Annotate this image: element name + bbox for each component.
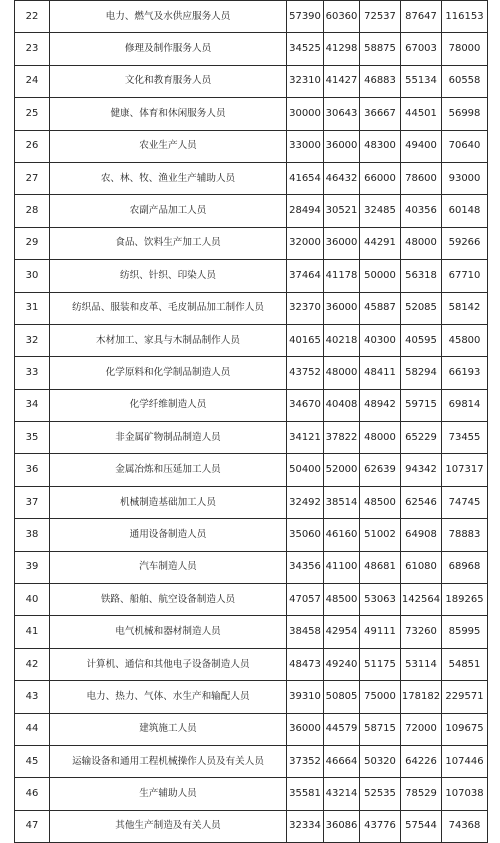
- value-cell-2: 40408: [324, 389, 360, 421]
- value-cell-5: 60148: [442, 195, 488, 227]
- table-row: [15, 551, 488, 583]
- value-cell-1: 57390: [287, 1, 324, 33]
- row-index-cell: 45: [15, 745, 50, 777]
- row-index-cell: 42: [15, 648, 50, 680]
- table-body: [15, 1, 488, 843]
- value-cell-1: 50400: [287, 454, 324, 486]
- value-cell-4: 55134: [401, 65, 442, 97]
- value-cell-1: 33000: [287, 130, 324, 162]
- value-cell-5: 107317: [442, 454, 488, 486]
- value-cell-5: 69814: [442, 389, 488, 421]
- value-cell-4: 62546: [401, 486, 442, 518]
- row-index-cell: 41: [15, 616, 50, 648]
- occupation-name-cell: 文化和教育服务人员: [50, 65, 287, 97]
- row-index-cell: 33: [15, 357, 50, 389]
- table-row: [15, 519, 488, 551]
- row-index-cell: 26: [15, 130, 50, 162]
- value-cell-1: 47057: [287, 584, 324, 616]
- table-row: [15, 195, 488, 227]
- value-cell-4: 94342: [401, 454, 442, 486]
- value-cell-3: 75000: [360, 681, 401, 713]
- table-row: [15, 745, 488, 777]
- value-cell-2: 43214: [324, 778, 360, 810]
- value-cell-5: 70640: [442, 130, 488, 162]
- row-index-cell: 36: [15, 454, 50, 486]
- value-cell-2: 41100: [324, 551, 360, 583]
- value-cell-2: 36000: [324, 292, 360, 324]
- value-cell-3: 49111: [360, 616, 401, 648]
- value-cell-2: 41178: [324, 260, 360, 292]
- row-index-cell: 44: [15, 713, 50, 745]
- value-cell-3: 51002: [360, 519, 401, 551]
- value-cell-1: 28494: [287, 195, 324, 227]
- value-cell-5: 107038: [442, 778, 488, 810]
- table-row: [15, 260, 488, 292]
- value-cell-4: 78529: [401, 778, 442, 810]
- value-cell-4: 49400: [401, 130, 442, 162]
- value-cell-4: 142564: [401, 584, 442, 616]
- value-cell-4: 65229: [401, 422, 442, 454]
- row-index-cell: 47: [15, 810, 50, 842]
- value-cell-3: 48942: [360, 389, 401, 421]
- value-cell-3: 72537: [360, 1, 401, 33]
- row-index-cell: 46: [15, 778, 50, 810]
- occupation-name-cell: 健康、体育和休闲服务人员: [50, 98, 287, 130]
- value-cell-1: 38458: [287, 616, 324, 648]
- table-row: [15, 1, 488, 33]
- value-cell-3: 32485: [360, 195, 401, 227]
- table-row: [15, 389, 488, 421]
- value-cell-2: 41427: [324, 65, 360, 97]
- table-row: [15, 357, 488, 389]
- value-cell-3: 51175: [360, 648, 401, 680]
- value-cell-2: 46664: [324, 745, 360, 777]
- occupation-name-cell: 农业生产人员: [50, 130, 287, 162]
- value-cell-2: 36000: [324, 130, 360, 162]
- occupation-name-cell: 非金属矿物制品制造人员: [50, 422, 287, 454]
- row-index-cell: 39: [15, 551, 50, 583]
- row-index-cell: 30: [15, 260, 50, 292]
- value-cell-4: 40595: [401, 324, 442, 356]
- value-cell-2: 50805: [324, 681, 360, 713]
- value-cell-5: 54851: [442, 648, 488, 680]
- value-cell-3: 66000: [360, 162, 401, 194]
- value-cell-4: 58294: [401, 357, 442, 389]
- row-index-cell: 38: [15, 519, 50, 551]
- occupation-name-cell: 机械制造基础加工人员: [50, 486, 287, 518]
- value-cell-4: 40356: [401, 195, 442, 227]
- value-cell-1: 32370: [287, 292, 324, 324]
- value-cell-3: 58875: [360, 33, 401, 65]
- table-row: [15, 162, 488, 194]
- value-cell-1: 40165: [287, 324, 324, 356]
- value-cell-3: 48500: [360, 486, 401, 518]
- value-cell-2: 49240: [324, 648, 360, 680]
- value-cell-3: 48300: [360, 130, 401, 162]
- value-cell-5: 56998: [442, 98, 488, 130]
- occupation-name-cell: 修理及制作服务人员: [50, 33, 287, 65]
- value-cell-2: 60360: [324, 1, 360, 33]
- value-cell-3: 52535: [360, 778, 401, 810]
- value-cell-2: 37822: [324, 422, 360, 454]
- value-cell-4: 57544: [401, 810, 442, 842]
- value-cell-1: 39310: [287, 681, 324, 713]
- value-cell-1: 37352: [287, 745, 324, 777]
- value-cell-5: 93000: [442, 162, 488, 194]
- value-cell-1: 32334: [287, 810, 324, 842]
- value-cell-4: 53114: [401, 648, 442, 680]
- row-index-cell: 43: [15, 681, 50, 713]
- value-cell-3: 53063: [360, 584, 401, 616]
- row-index-cell: 40: [15, 584, 50, 616]
- table-row: [15, 130, 488, 162]
- value-cell-2: 46432: [324, 162, 360, 194]
- value-cell-3: 44291: [360, 227, 401, 259]
- value-cell-5: 58142: [442, 292, 488, 324]
- value-cell-1: 35581: [287, 778, 324, 810]
- salary-table-container: [14, 0, 487, 843]
- table-row: [15, 98, 488, 130]
- value-cell-2: 46160: [324, 519, 360, 551]
- value-cell-1: 34121: [287, 422, 324, 454]
- value-cell-3: 45887: [360, 292, 401, 324]
- row-index-cell: 34: [15, 389, 50, 421]
- value-cell-3: 40300: [360, 324, 401, 356]
- value-cell-4: 61080: [401, 551, 442, 583]
- value-cell-1: 43752: [287, 357, 324, 389]
- table-row: [15, 713, 488, 745]
- occupation-name-cell: 生产辅助人员: [50, 778, 287, 810]
- value-cell-1: 35060: [287, 519, 324, 551]
- table-row: [15, 681, 488, 713]
- value-cell-1: 34670: [287, 389, 324, 421]
- occupation-name-cell: 运输设备和通用工程机械操作人员及有关人员: [50, 745, 287, 777]
- occupation-name-cell: 化学原料和化学制品制造人员: [50, 357, 287, 389]
- value-cell-3: 46883: [360, 65, 401, 97]
- value-cell-1: 37464: [287, 260, 324, 292]
- occupation-name-cell: 建筑施工人员: [50, 713, 287, 745]
- value-cell-2: 30643: [324, 98, 360, 130]
- occupation-name-cell: 化学纤维制造人员: [50, 389, 287, 421]
- value-cell-5: 59266: [442, 227, 488, 259]
- value-cell-2: 52000: [324, 454, 360, 486]
- occupation-name-cell: 纺织品、服装和皮革、毛皮制品加工制作人员: [50, 292, 287, 324]
- value-cell-1: 32492: [287, 486, 324, 518]
- value-cell-3: 48000: [360, 422, 401, 454]
- salary-table: [14, 0, 488, 843]
- occupation-name-cell: 铁路、船舶、航空设备制造人员: [50, 584, 287, 616]
- value-cell-1: 48473: [287, 648, 324, 680]
- value-cell-5: 78883: [442, 519, 488, 551]
- table-row: [15, 778, 488, 810]
- value-cell-3: 36667: [360, 98, 401, 130]
- row-index-cell: 32: [15, 324, 50, 356]
- value-cell-5: 68968: [442, 551, 488, 583]
- value-cell-2: 44579: [324, 713, 360, 745]
- value-cell-5: 229571: [442, 681, 488, 713]
- occupation-name-cell: 金属冶炼和压延加工人员: [50, 454, 287, 486]
- value-cell-4: 87647: [401, 1, 442, 33]
- value-cell-5: 60558: [442, 65, 488, 97]
- table-row: [15, 227, 488, 259]
- occupation-name-cell: 电气机械和器材制造人员: [50, 616, 287, 648]
- value-cell-4: 78600: [401, 162, 442, 194]
- row-index-cell: 28: [15, 195, 50, 227]
- value-cell-5: 85995: [442, 616, 488, 648]
- value-cell-4: 48000: [401, 227, 442, 259]
- table-row: [15, 454, 488, 486]
- value-cell-4: 59715: [401, 389, 442, 421]
- occupation-name-cell: 食品、饮料生产加工人员: [50, 227, 287, 259]
- row-index-cell: 22: [15, 1, 50, 33]
- occupation-name-cell: 汽车制造人员: [50, 551, 287, 583]
- value-cell-4: 67003: [401, 33, 442, 65]
- row-index-cell: 37: [15, 486, 50, 518]
- table-row: [15, 810, 488, 842]
- table-row: [15, 292, 488, 324]
- row-index-cell: 27: [15, 162, 50, 194]
- occupation-name-cell: 其他生产制造及有关人员: [50, 810, 287, 842]
- value-cell-5: 67710: [442, 260, 488, 292]
- value-cell-4: 64226: [401, 745, 442, 777]
- value-cell-4: 56318: [401, 260, 442, 292]
- value-cell-3: 58715: [360, 713, 401, 745]
- row-index-cell: 35: [15, 422, 50, 454]
- row-index-cell: 31: [15, 292, 50, 324]
- value-cell-2: 48500: [324, 584, 360, 616]
- value-cell-4: 64908: [401, 519, 442, 551]
- value-cell-5: 66193: [442, 357, 488, 389]
- value-cell-2: 42954: [324, 616, 360, 648]
- row-index-cell: 24: [15, 65, 50, 97]
- value-cell-5: 73455: [442, 422, 488, 454]
- value-cell-2: 40218: [324, 324, 360, 356]
- value-cell-5: 116153: [442, 1, 488, 33]
- value-cell-3: 48681: [360, 551, 401, 583]
- value-cell-2: 30521: [324, 195, 360, 227]
- occupation-name-cell: 农副产品加工人员: [50, 195, 287, 227]
- occupation-name-cell: 木材加工、家具与木制品制作人员: [50, 324, 287, 356]
- table-row: [15, 486, 488, 518]
- occupation-name-cell: 纺织、针织、印染人员: [50, 260, 287, 292]
- value-cell-1: 32000: [287, 227, 324, 259]
- table-row: [15, 648, 488, 680]
- value-cell-4: 73260: [401, 616, 442, 648]
- value-cell-4: 72000: [401, 713, 442, 745]
- value-cell-5: 74745: [442, 486, 488, 518]
- value-cell-5: 107446: [442, 745, 488, 777]
- value-cell-1: 34525: [287, 33, 324, 65]
- table-row: [15, 65, 488, 97]
- value-cell-3: 48411: [360, 357, 401, 389]
- table-row: [15, 33, 488, 65]
- value-cell-1: 32310: [287, 65, 324, 97]
- value-cell-1: 34356: [287, 551, 324, 583]
- value-cell-5: 189265: [442, 584, 488, 616]
- value-cell-1: 30000: [287, 98, 324, 130]
- row-index-cell: 29: [15, 227, 50, 259]
- occupation-name-cell: 电力、燃气及水供应服务人员: [50, 1, 287, 33]
- table-row: [15, 324, 488, 356]
- value-cell-5: 78000: [442, 33, 488, 65]
- value-cell-3: 43776: [360, 810, 401, 842]
- occupation-name-cell: 农、林、牧、渔业生产辅助人员: [50, 162, 287, 194]
- value-cell-4: 44501: [401, 98, 442, 130]
- value-cell-2: 38514: [324, 486, 360, 518]
- table-row: [15, 616, 488, 648]
- value-cell-5: 109675: [442, 713, 488, 745]
- value-cell-5: 74368: [442, 810, 488, 842]
- occupation-name-cell: 通用设备制造人员: [50, 519, 287, 551]
- value-cell-3: 50000: [360, 260, 401, 292]
- table-row: [15, 422, 488, 454]
- value-cell-5: 45800: [442, 324, 488, 356]
- value-cell-2: 36086: [324, 810, 360, 842]
- value-cell-2: 41298: [324, 33, 360, 65]
- value-cell-3: 50320: [360, 745, 401, 777]
- occupation-name-cell: 电力、热力、气体、水生产和输配人员: [50, 681, 287, 713]
- value-cell-2: 48000: [324, 357, 360, 389]
- row-index-cell: 23: [15, 33, 50, 65]
- row-index-cell: 25: [15, 98, 50, 130]
- value-cell-3: 62639: [360, 454, 401, 486]
- table-row: [15, 584, 488, 616]
- value-cell-1: 36000: [287, 713, 324, 745]
- occupation-name-cell: 计算机、通信和其他电子设备制造人员: [50, 648, 287, 680]
- value-cell-4: 178182: [401, 681, 442, 713]
- value-cell-4: 52085: [401, 292, 442, 324]
- value-cell-1: 41654: [287, 162, 324, 194]
- value-cell-2: 36000: [324, 227, 360, 259]
